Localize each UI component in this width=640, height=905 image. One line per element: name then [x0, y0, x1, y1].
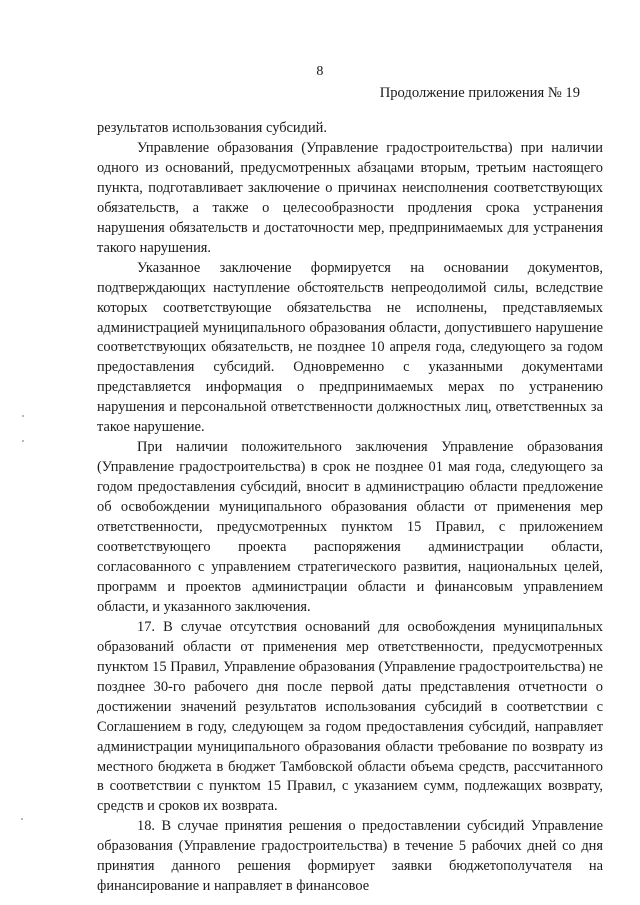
paragraph-continuation: результатов использования субсидий.	[97, 120, 327, 136]
scan-speck	[22, 415, 24, 417]
paragraph-positive-conclusion: При наличии положительного заключения Управление образования (Управление градостроительства) в срок не позднее 01 мая года, следующего за годом предоставления субсидий, вносит в администрацию области предложение об освобождении муниципального образования области от применения мер ответственности, предусмотренных пунктом 15 Правил, с приложением соответствующего проекта распоряжения администрации области, согласованного с управлением стратегического развития, национальных целей, программ и проектов администрации области и финансовым управлением области, и указанного заключения.	[97, 439, 603, 615]
scan-speck	[21, 818, 23, 820]
paragraph-item-18: 18. В случае принятия решения о предоставлении субсидий Управление образования (Управление градостроительства) в течение 5 рабочих дней со дня принятия данного решения формирует заявки бюджетополучателя на финансирование и направляет в финансовое	[97, 818, 603, 895]
scan-speck	[22, 440, 24, 442]
document-body	[97, 119, 603, 897]
paragraph-conclusion-basis: Указанное заключение формируется на основании документов, подтверждающих наступление обстоятельств непреодолимой силы, вследствие которых соответствующие обязательства не исполнены, представляемых администрацией муниципального образования области, допустившего нарушение соответствующих обязательств, не позднее 10 апреля года, следующего за годом предоставления субсидий. Одновременно с указанными документами представляется информация о предпринимаемых мерах по устранению нарушения и персональной ответственности должностных лиц, ответственных за такое нарушение.	[97, 259, 603, 436]
paragraph-item-17: 17. В случае отсутствия оснований для освобождения муниципальных образований области от применения мер ответственности, предусмотренных пунктом 15 Правил, Управление образования (Управление градостроительства) не позднее 30-го рабочего дня после первой даты представления отчетности о достижении значений результатов использования субсидий в соответствии с Соглашением в году, следующем за годом предоставления субсидий, направляет администрации муниципального образования области требование по возврату из местного бюджета в бюджет Тамбовской области объема средств, рассчитанного в соответствии с пунктом 15 Правил, с указанием сумм, подлежащих возврату, средств и сроков их возврата.	[97, 618, 603, 815]
appendix-header: Продолжение приложения № 19	[379, 85, 580, 101]
paragraph-education-conclusion: Управление образования (Управление градостроительства) при наличии одного из оснований, предусмотренных абзацами вторым, третьим настоящего пункта, подготавливает заключение о причинах неисполнения соответствующих обязательств, а также о целесообразности продления срока устранения нарушения обязательств и достаточности мер, предпринимаемых для устранения такого нарушения.	[97, 139, 603, 256]
page-number: 8	[316, 64, 324, 79]
